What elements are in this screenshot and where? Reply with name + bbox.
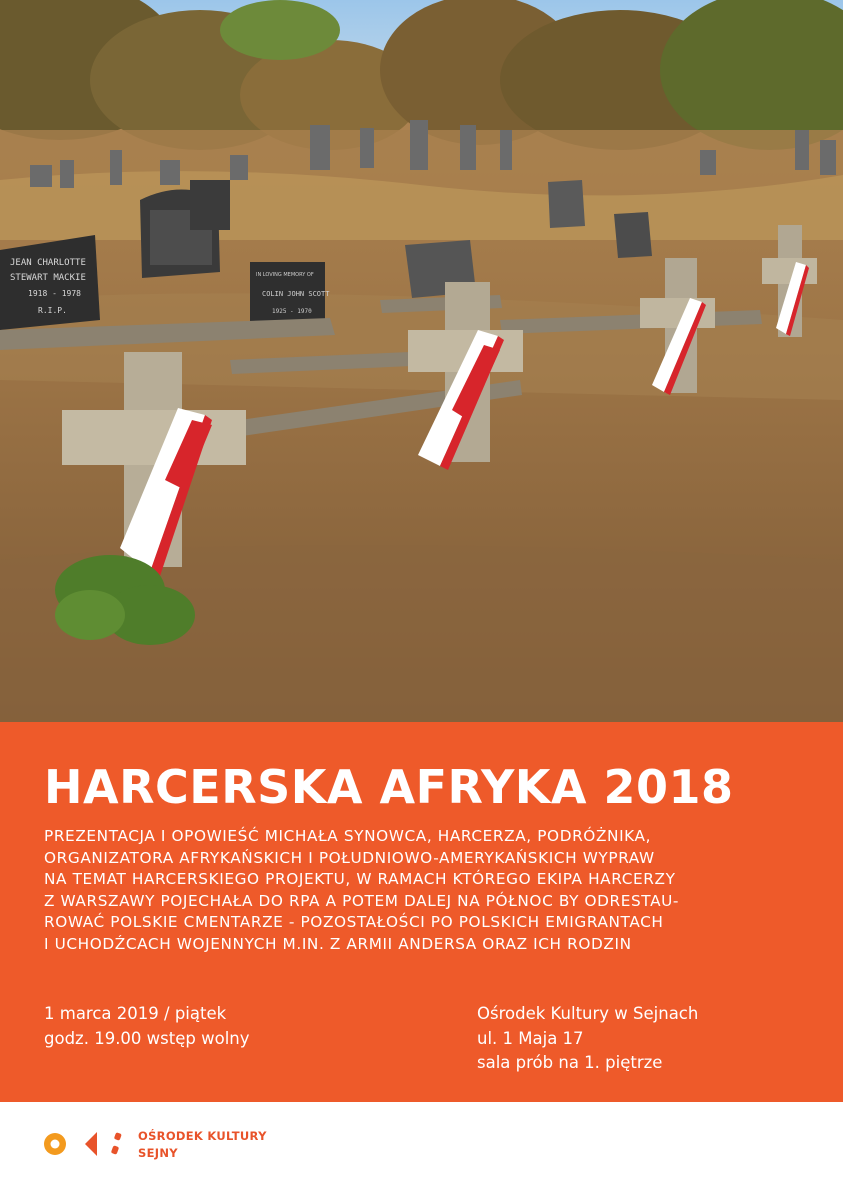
organization-name [138, 1128, 267, 1162]
event-description [44, 826, 804, 955]
event-datetime [44, 1002, 250, 1051]
event-location [477, 1002, 698, 1076]
description-line: ORGANIZATORA AFRYKAŃSKICH I POŁUDNIOWO-AMERYKAŃSKICH WYPRAW [44, 848, 655, 867]
svg-text:1925 - 1970: 1925 - 1970 [272, 308, 312, 315]
description-line: PREZENTACJA I OPOWIEŚĆ MICHAŁA SYNOWCA, HARCERZA, PODRÓŻNIKA, [44, 827, 652, 845]
svg-text:COLIN JOHN SCOTT: COLIN JOHN SCOTT [262, 290, 330, 298]
event-venue: Ośrodek Kultury w Sejnach [477, 1004, 699, 1023]
svg-text:R.I.P.: R.I.P. [38, 306, 67, 315]
organization-name-line2: SEJNY [138, 1146, 178, 1160]
event-title: HARCERSKA AFRYKA 2018 [44, 760, 734, 814]
event-info-panel [0, 722, 843, 1102]
description-line: I UCHODŹCACH WOJENNYCH M.IN. Z ARMII ANDERSA ORAZ ICH RODZIN [44, 934, 632, 953]
svg-text:JEAN CHARLOTTE: JEAN CHARLOTTE [10, 258, 86, 268]
event-room: sala prób na 1. piętrze [477, 1053, 663, 1072]
svg-text:IN LOVING MEMORY OF: IN LOVING MEMORY OF [256, 272, 314, 278]
description-line: NA TEMAT HARCERSKIEGO PROJEKTU, W RAMACH KTÓREGO EKIPA HARCERZY [44, 870, 676, 888]
okej-logo-icon [40, 1129, 130, 1159]
description-line: Z WARSZAWY POJECHAŁA DO RPA A POTEM DALEJ NA PÓŁNOC BY ODRESTAU- [44, 891, 680, 910]
svg-text:1918 - 1978: 1918 - 1978 [28, 289, 81, 298]
event-address: ul. 1 Maja 17 [477, 1028, 584, 1048]
event-time: godz. 19.00 wstęp wolny [44, 1028, 250, 1048]
description-line: ROWAĆ POLSKIE CMENTARZE - POZOSTAŁOŚCI PO POLSKICH EMIGRANTACH [44, 913, 664, 931]
footer [0, 1102, 843, 1192]
svg-text:STEWART MACKIE: STEWART MACKIE [10, 273, 86, 283]
organization-name-line1: OŚRODEK KULTURY [138, 1129, 267, 1143]
event-date: 1 marca 2019 / piątek [44, 1004, 227, 1023]
